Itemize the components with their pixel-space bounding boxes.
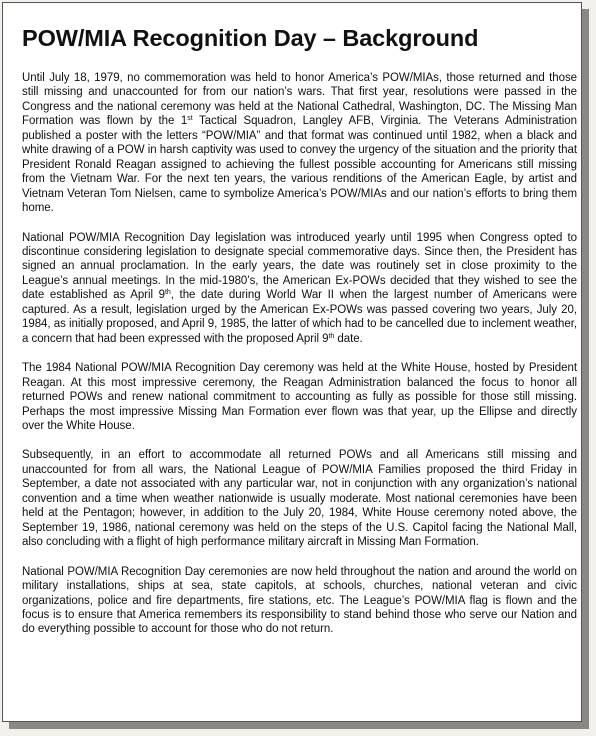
page-title: POW/MIA Recognition Day – Background [22, 25, 479, 51]
ordinal-suffix: th [164, 289, 171, 297]
paragraph-legislation [22, 231, 577, 347]
document-page [22, 23, 577, 637]
paragraph-history-1979 [22, 71, 577, 216]
paragraph-text: National POW/MIA Recognition Day ceremonies are now held throughout the nation and around the world on military installations, ships at sea, state capitols, at schools, churches, national veteran and civic organizations, police and fire departments, fire stations, etc. The League’s POW/MIA flag is flown and the focus is to ensure that America remembers its responsibility to stand behind those who serve our Nation and do everything possible to account for those who do not return. [22, 565, 577, 636]
paragraph-1984-ceremony [22, 361, 577, 433]
ordinal-suffix: th [328, 332, 335, 340]
ordinal-suffix: st [187, 115, 193, 123]
paragraph-third-friday [22, 448, 577, 549]
document-frame [2, 2, 582, 722]
paragraph-text: The 1984 National POW/MIA Recognition Day ceremony was held at the White House, hosted by President Reagan. At this most impressive ceremony, the Reagan Administration balanced the focus to honor all returned POWs and renew national commitment to accounting as fully as possible for those still missing. Perhaps the most impressive Missing Man Formation ever flown was that year, up the Ellipse and directly over the White House. [22, 362, 577, 432]
paragraph-text: Until July 18, 1979, no commemoration was held to honor America’s POW/MIAs, those returned and those still missing and unaccounted for from our nation’s wars. That first year, resolutions were passed in the Congress and the national ceremony was held at the National Cathedral, Washington, DC. The Missing Man Formation was flown by the 1 [22, 72, 577, 128]
paragraph-text: Tactical Squadron, Langley AFB, Virginia. The Veterans Administration published a poster with the letters “POW/MIA” and that format was continued until 1982, when a black and white drawing of a POW in harsh captivity was used to convey the urgency of the situation and the priority that President Ronald Reagan assigned to achieving the fullest possible accounting for Americans still missing from the Vietnam War. For the next ten years, the various renditions of the American Eagle, by artist and Vietnam Veteran Tom Nielsen, came to symbolize America’s POW/MIAs and our nation’s efforts to bring them home. [22, 115, 577, 215]
paragraph-ceremonies-today [22, 565, 577, 637]
paragraph-text: , the date during World War II when the largest number of Americans were captured. As a result, legislation urged by the American Ex-POWs was passed covering two years, July 20, 1984, as initially proposed, and April 9, 1985, the latter of which had to be cancelled due to inclement weather, a concern that had been expressed with the proposed April 9 [22, 289, 577, 345]
paragraph-text: Subsequently, in an effort to accommodate all returned POWs and all Americans still missing and unaccounted for from all wars, the National League of POW/MIA Families proposed the third Friday in September, a date not associated with any particular war, not in conjunction with any organization’s national convention and a time when weather nationwide is usually moderate. Most national ceremonies have been held at the Pentagon; however, in addition to the July 20, 1984, White House ceremony noted above, the September 19, 1986, national ceremony was held on the steps of the U.S. Capitol facing the National Mall, also concluding with a flight of high performance military aircraft in Missing Man Formation. [22, 449, 577, 549]
paragraph-text: date. [334, 332, 363, 345]
paragraph-text: National POW/MIA Recognition Day legislation was introduced yearly until 1995 when Congress opted to discontinue considering legislation to designate special commemorative days. Since then, the President has signed an annual proclamation. In the early years, the date was routinely set in close proximity to the League’s annual meetings. In the mid-1980’s, the American Ex-POWs decided that they wished to see the date established as April 9 [22, 231, 577, 302]
